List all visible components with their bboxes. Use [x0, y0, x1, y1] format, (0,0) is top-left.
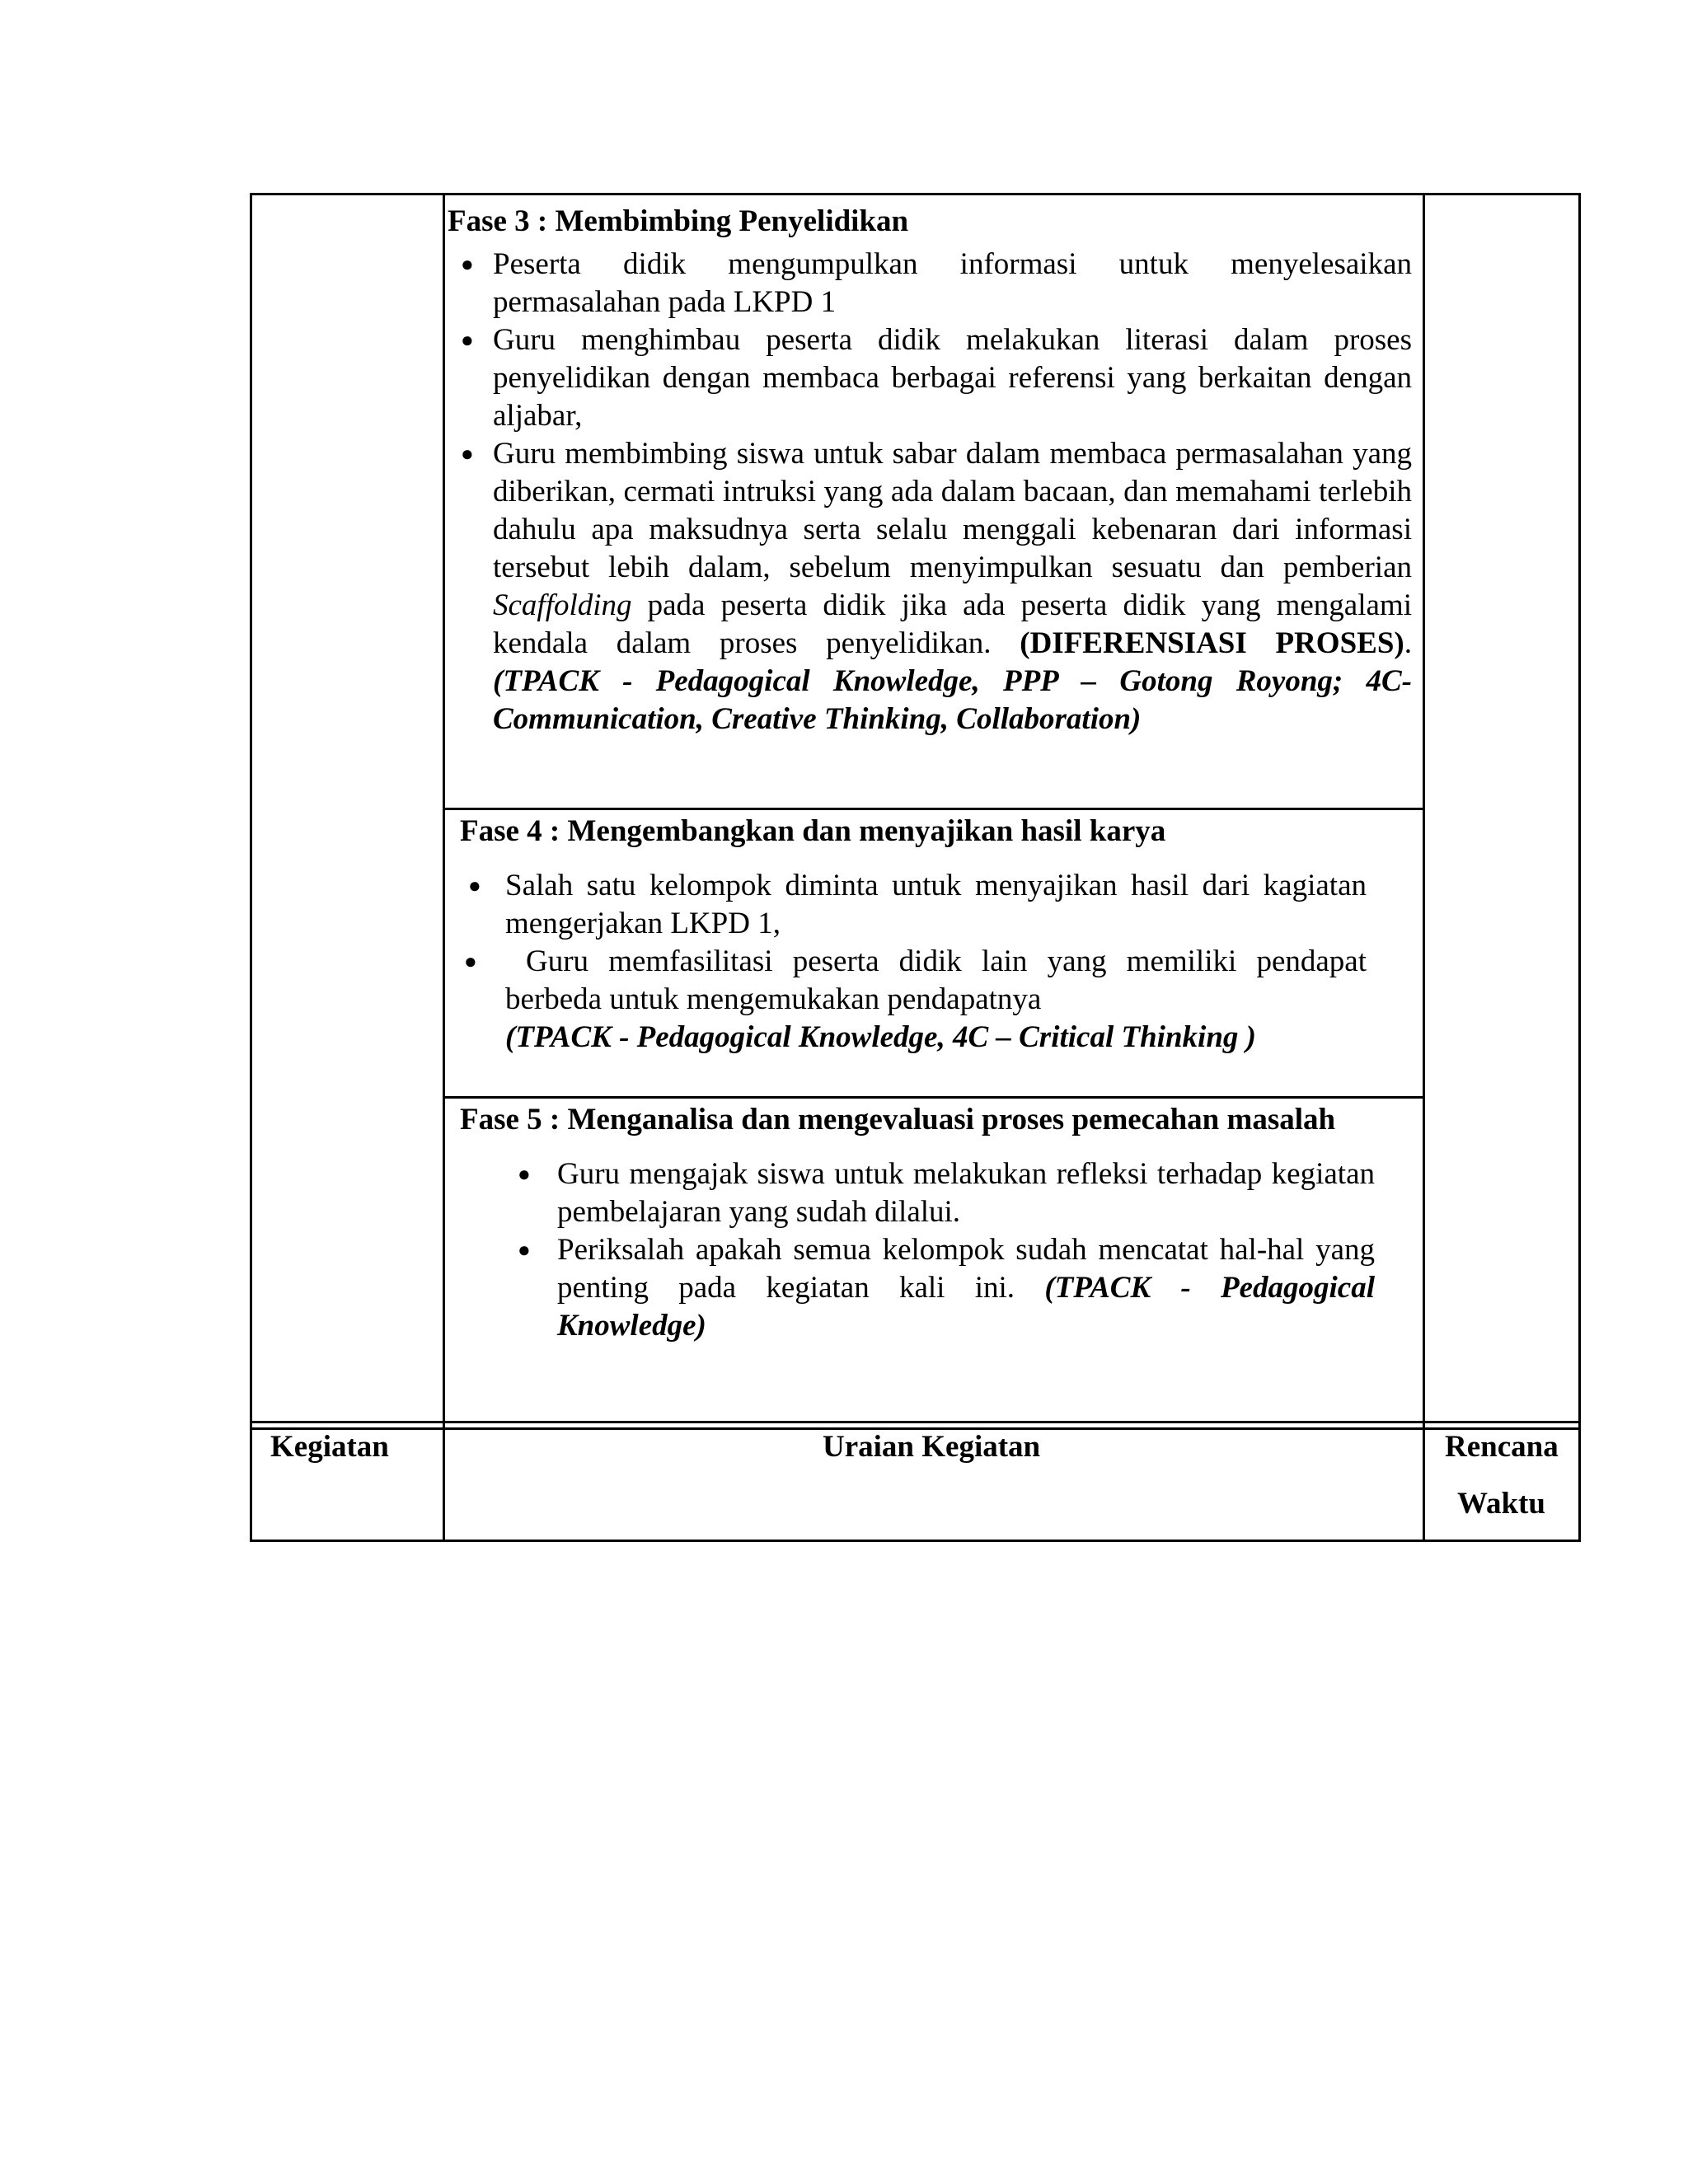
list-item: ● Guru membimbing siswa untuk sabar dalam membaca permasalahan yang diberikan, cermati intruksi yang ada dalam bacaan, dan memahami terlebih dahulu apa maksudnya serta selalu menggali kebenaran dari informasi tersebut lebih dalam, sebelum menyimpulkan sesuatu dan pemberian Scaffolding pada peserta didik jika ada peserta didik yang mengalami kendala dalam proses penyelidikan. (DIFERENSIASI PROSES). (TPACK - Pedagogical Knowledge, PPP – Gotong Royong; 4C- Communication, Creative Thinking, Collaboration): [461, 437, 1412, 736]
bullet-icon: ●: [518, 1162, 531, 1186]
list-item: ● Salah satu kelompok diminta untuk menyajikan hasil dari kagiatan mengerjakan LKPD 1,: [468, 869, 1367, 940]
bullet-icon: ●: [461, 328, 474, 352]
bullet-icon: ●: [468, 874, 481, 898]
table-border-bottom: [250, 1540, 1581, 1542]
table-border-mid-1: [250, 1421, 1581, 1423]
list-item: ● Guru menghimbau peserta didik melakukan literasi dalam proses penyelidikan dengan membaca berbagai referensi yang berkaitan dengan aljabar,: [461, 323, 1412, 433]
header-uraian-kegiatan: Uraian Kegiatan: [823, 1430, 1041, 1464]
tpack-tag: (TPACK - Pedagogical Knowledge): [557, 1271, 1375, 1343]
table-col-divider-2: [1423, 193, 1425, 1542]
tpack-tag: (TPACK - Pedagogical Knowledge, PPP – Gotong Royong; 4C- Communication, Creative Thinking, Collaboration): [493, 664, 1412, 736]
list-item: ● Periksalah apakah semua kelompok sudah mencatat hal-hal yang penting pada kegiatan kali ini. (TPACK - Pedagogical Knowledge): [518, 1233, 1375, 1343]
list-item: ● Guru mengajak siswa untuk melakukan refleksi terhadap kegiatan pembelajaran yang sudah dilalui.: [518, 1157, 1375, 1229]
header-kegiatan: Kegiatan: [270, 1430, 389, 1464]
phase-4-title: Fase 4 : Mengembangkan dan menyajikan hasil karya: [460, 814, 1166, 848]
phase-4-list: [460, 867, 1367, 1019]
bullet-icon: ●: [461, 442, 474, 466]
phase-3-list: [448, 246, 1412, 738]
phase-5-list: [509, 1155, 1375, 1345]
phase-4-cell: [460, 813, 1416, 1057]
bullet-icon: ●: [464, 949, 477, 973]
phase-5-cell: [460, 1101, 1416, 1345]
phase-divider-5: [443, 1096, 1425, 1099]
table-col-divider-1: [443, 193, 445, 1542]
list-item: ● Peserta didik mengumpulkan informasi untuk menyelesaikan permasalahan pada LKPD 1: [461, 247, 1412, 319]
bullet-icon: ●: [461, 252, 474, 276]
table-border-top: [250, 193, 1581, 195]
phase-4-note: (TPACK - Pedagogical Knowledge, 4C – Critical Thinking ): [505, 1020, 1256, 1054]
phase-3-cell: [448, 203, 1412, 738]
bullet-icon: ●: [518, 1238, 531, 1262]
scaffolding-term: Scaffolding: [493, 588, 632, 622]
phase-5-title: Fase 5 : Menganalisa dan mengevaluasi proses pemecahan masalah: [460, 1103, 1336, 1137]
header-rencana: Rencana: [1445, 1430, 1559, 1464]
table-border-right: [1578, 193, 1581, 1542]
header-waktu: Waktu: [1457, 1487, 1545, 1521]
phase-3-title: Fase 3 : Membimbing Penyelidikan: [448, 204, 909, 238]
list-item: ● Guru memfasilitasi peserta didik lain yang memiliki pendapat berbeda untuk mengemukakan pendapatnya: [464, 944, 1367, 1016]
differentiation-tag: (DIFERENSIASI PROSES): [1020, 626, 1404, 660]
table-border-left: [250, 193, 252, 1542]
phase-divider-4: [443, 808, 1425, 810]
